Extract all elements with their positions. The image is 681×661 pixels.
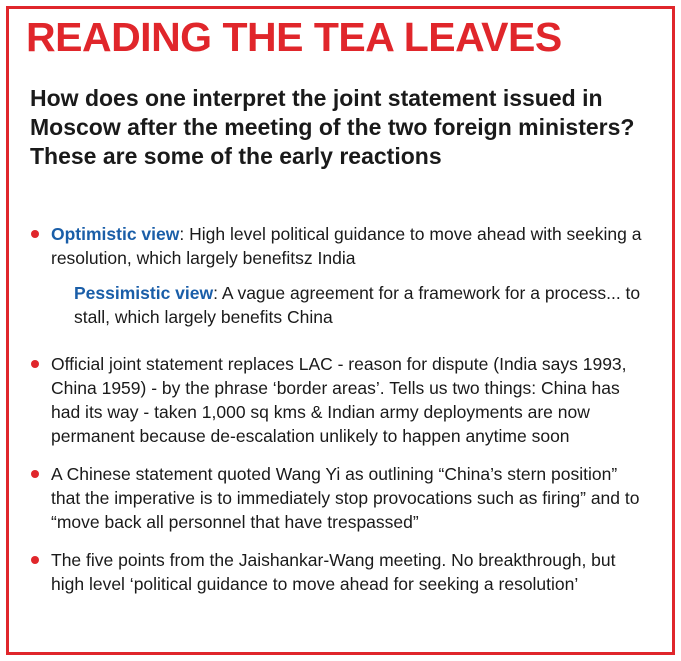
optimistic-view-label: Optimistic view <box>51 224 180 244</box>
headline: READING THE TEA LEAVES <box>26 14 562 60</box>
bullet-icon <box>31 360 39 368</box>
list-item <box>30 462 650 534</box>
bullet-icon <box>31 556 39 564</box>
optimistic-view <box>51 222 650 270</box>
optimistic-view-text: : High level political guidance to move ahead with seeking a resolution, which largely benefitsz India <box>51 224 642 268</box>
bullet-icon <box>31 230 39 238</box>
pessimistic-view <box>51 281 650 329</box>
list-item <box>30 352 650 448</box>
pessimistic-view-text: : A vague agreement for a framework for a process... to stall, which largely benefits China <box>74 283 641 327</box>
list-item-text: A Chinese statement quoted Wang Yi as outlining “China’s stern position” that the imperative is to immediately stop provocations such as firing” and to “move back all personnel that have trespassed” <box>51 464 640 532</box>
intro-question: How does one interpret the joint statement issued in Moscow after the meeting of the two foreign ministers? These are some of the early reactions <box>30 85 635 169</box>
list-item-views <box>30 222 650 329</box>
pessimistic-view-label: Pessimistic view <box>74 283 214 303</box>
list-item-text: The five points from the Jaishankar-Wang meeting. No breakthrough, but high level ‘political guidance to move ahead for seeking a resolution’ <box>51 550 616 594</box>
list-item <box>30 548 650 596</box>
reactions-list <box>30 222 650 596</box>
bullet-icon <box>31 470 39 478</box>
list-item-text: Official joint statement replaces LAC - reason for dispute (India says 1993, China 1959) - by the phrase ‘border areas’. Tells us two things: China has had its way - taken 1,000 sq kms & Indian army deployments are now permanent because de-escalation unlikely to happen anytime soon <box>51 354 627 446</box>
